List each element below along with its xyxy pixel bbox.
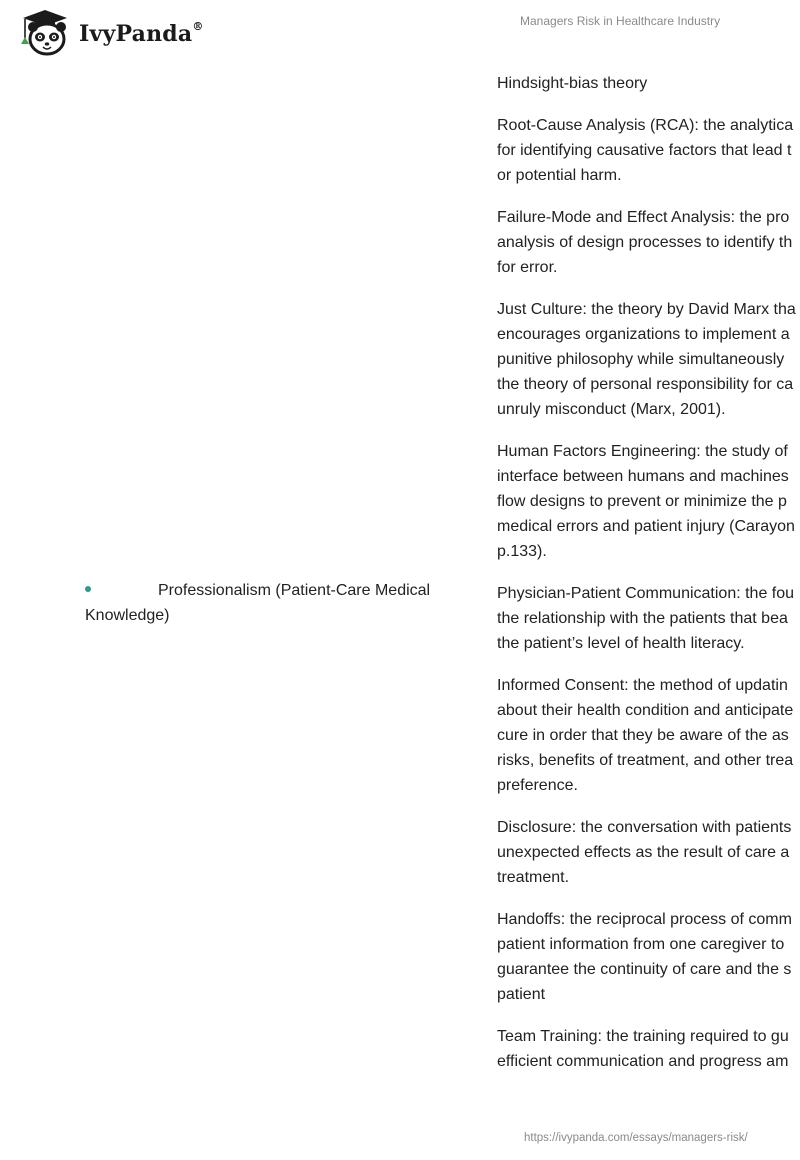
bullet-dot-icon xyxy=(85,586,91,592)
paragraph-hindsight-bias: Hindsight-bias theory xyxy=(497,75,648,92)
brand-name: IvyPanda® xyxy=(79,19,204,47)
paragraph-team-training: Team Training: the training required to gu efficient communication and progress am xyxy=(497,1028,789,1070)
paragraph-human-factors-engineering: Human Factors Engineering: the study of interface between humans and machines flow designs to prevent or minimize the p medical errors and patient injury (Carayon p.133). xyxy=(497,443,795,560)
document-title: Managers Risk in Healthcare Industry xyxy=(520,14,721,28)
right-column xyxy=(497,71,800,1091)
paragraph-handoffs: Handoffs: the reciprocal process of comm patient information from one caregiver to guarantee the continuity of care and the s patient xyxy=(497,911,792,1003)
brand-logo[interactable] xyxy=(15,8,204,58)
footer-source-link[interactable]: https://ivypanda.com/essays/managers-risk/ xyxy=(524,1132,748,1144)
paragraph-just-culture: Just Culture: the theory by David Marx tha encourages organizations to implement a punitive philosophy while simultaneously the theory of personal responsibility for ca unruly misconduct (Marx, 2001). xyxy=(497,301,796,418)
paragraph-informed-consent: Informed Consent: the method of updatin about their health condition and anticipate cure in order that they be aware of the as risks, benefits of treatment, and other trea preference. xyxy=(497,677,794,794)
left-column-item xyxy=(85,578,465,628)
paragraph-disclosure: Disclosure: the conversation with patients unexpected effects as the result of care a treatment. xyxy=(497,819,792,886)
page-header xyxy=(0,0,800,62)
graduation-cap-panda-icon xyxy=(15,8,75,58)
paragraph-failure-mode-analysis: Failure-Mode and Effect Analysis: the pro analysis of design processes to identify th for error. xyxy=(497,209,793,276)
paragraph-physician-patient-communication: Physician-Patient Communication: the fou the relationship with the patients that bea the patient’s level of health literacy. xyxy=(497,585,795,652)
paragraph-root-cause-analysis: Root-Cause Analysis (RCA): the analytica for identifying causative factors that lead t or potential harm. xyxy=(497,117,794,184)
left-item-label: Professionalism (Patient-Care Medical Knowledge) xyxy=(85,582,431,624)
